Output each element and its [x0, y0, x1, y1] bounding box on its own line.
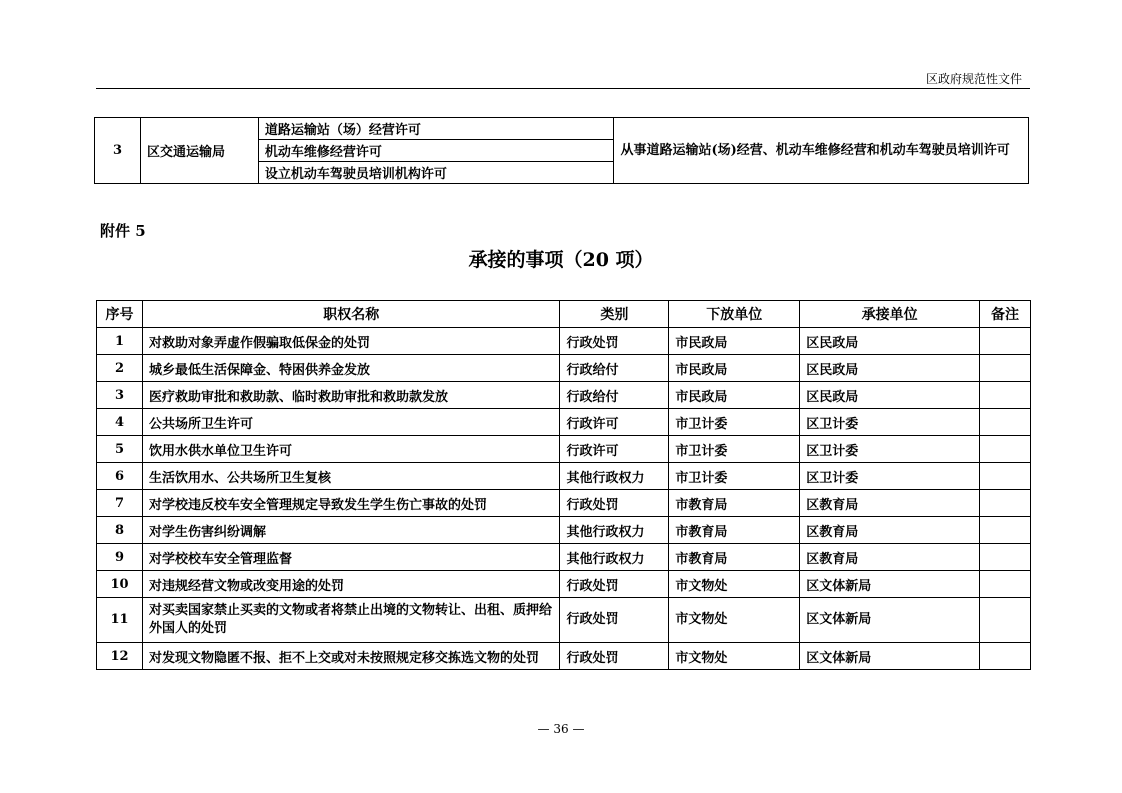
row-number: 1 [97, 328, 143, 355]
source-unit: 市卫计委 [669, 463, 800, 490]
table-row [97, 571, 1031, 598]
item-cell: 设立机动车驾驶员培训机构许可 [258, 162, 614, 184]
note-cell [980, 436, 1031, 463]
source-unit: 市文物处 [669, 643, 800, 670]
target-unit: 区文体新局 [800, 598, 980, 643]
item-cell: 机动车维修经营许可 [258, 140, 614, 162]
item-name: 对救助对象弄虚作假骗取低保金的处罚 [142, 328, 559, 355]
note-cell [980, 643, 1031, 670]
source-unit: 市卫计委 [669, 409, 800, 436]
table-row [97, 382, 1031, 409]
item-type: 行政许可 [560, 409, 669, 436]
target-unit: 区文体新局 [800, 643, 980, 670]
table-row [97, 544, 1031, 571]
column-header: 备注 [980, 301, 1031, 328]
item-type: 行政处罚 [560, 328, 669, 355]
column-header: 承接单位 [800, 301, 980, 328]
item-type: 行政给付 [560, 382, 669, 409]
page-number: — 36 — [537, 722, 585, 736]
header-row [97, 301, 1031, 328]
source-unit: 市民政局 [669, 328, 800, 355]
item-name: 对学校违反校车安全管理规定导致发生学生伤亡事故的处罚 [142, 490, 559, 517]
row-number: 12 [97, 643, 143, 670]
table-row [97, 328, 1031, 355]
note-cell [980, 409, 1031, 436]
column-header: 下放单位 [669, 301, 800, 328]
source-unit: 市民政局 [669, 382, 800, 409]
column-header: 序号 [97, 301, 143, 328]
row-number: 5 [97, 436, 143, 463]
row-number: 4 [97, 409, 143, 436]
item-name: 城乡最低生活保障金、特困供养金发放 [142, 355, 559, 382]
target-unit: 区文体新局 [800, 571, 980, 598]
dept-cell: 区交通运输局 [140, 118, 258, 184]
note-cell [980, 544, 1031, 571]
item-cell: 道路运输站（场）经营许可 [258, 118, 614, 140]
target-unit: 区民政局 [800, 355, 980, 382]
source-unit: 市民政局 [669, 355, 800, 382]
target-unit: 区民政局 [800, 382, 980, 409]
row-number: 7 [97, 490, 143, 517]
main-table [96, 300, 1031, 670]
source-unit: 市文物处 [669, 571, 800, 598]
table-row [97, 355, 1031, 382]
source-unit: 市教育局 [669, 517, 800, 544]
item-name: 医疗救助审批和救助款、临时救助审批和救助款发放 [142, 382, 559, 409]
target-unit: 区教育局 [800, 517, 980, 544]
item-type: 行政处罚 [560, 571, 669, 598]
row-number: 3 [97, 382, 143, 409]
note-cell [980, 382, 1031, 409]
note-cell [980, 490, 1031, 517]
row-number: 11 [97, 598, 143, 643]
header-rule [96, 88, 1030, 89]
item-type: 行政处罚 [560, 598, 669, 643]
table-row [97, 463, 1031, 490]
table-row [97, 490, 1031, 517]
table-body [97, 328, 1031, 670]
item-type: 行政处罚 [560, 490, 669, 517]
item-name: 对学校校车安全管理监督 [142, 544, 559, 571]
row-number: 9 [97, 544, 143, 571]
item-type: 其他行政权力 [560, 517, 669, 544]
table-row [97, 517, 1031, 544]
table-row [97, 598, 1031, 643]
row-number: 10 [97, 571, 143, 598]
item-name: 生活饮用水、公共场所卫生复核 [142, 463, 559, 490]
row-number: 3 [95, 118, 141, 184]
attachment-label: 附件 5 [100, 222, 146, 240]
item-name: 公共场所卫生许可 [142, 409, 559, 436]
row-number: 6 [97, 463, 143, 490]
item-name: 对学生伤害纠纷调解 [142, 517, 559, 544]
page-title: 承接的事项（20 项） [468, 249, 654, 271]
target-unit: 区卫计委 [800, 409, 980, 436]
column-header: 类别 [560, 301, 669, 328]
table-row [95, 118, 1029, 140]
column-header: 职权名称 [142, 301, 559, 328]
note-cell [980, 571, 1031, 598]
table-row [97, 436, 1031, 463]
target-unit: 区卫计委 [800, 463, 980, 490]
source-unit: 市文物处 [669, 598, 800, 643]
item-type: 行政处罚 [560, 643, 669, 670]
note-cell [980, 355, 1031, 382]
item-name: 对违规经营文物或改变用途的处罚 [142, 571, 559, 598]
row-number: 8 [97, 517, 143, 544]
target-unit: 区教育局 [800, 544, 980, 571]
top-table [94, 117, 1029, 184]
item-type: 其他行政权力 [560, 544, 669, 571]
target-unit: 区民政局 [800, 328, 980, 355]
header-title: 区政府规范性文件 [925, 72, 1022, 86]
note-cell [980, 517, 1031, 544]
table-row [97, 409, 1031, 436]
table-row [97, 643, 1031, 670]
item-name: 对发现文物隐匿不报、拒不上交或对未按照规定移交拣选文物的处罚 [142, 643, 559, 670]
desc-cell: 从事道路运输站(场)经营、机动车维修经营和机动车驾驶员培训许可 [614, 118, 1029, 184]
item-type: 其他行政权力 [560, 463, 669, 490]
note-cell [980, 463, 1031, 490]
source-unit: 市卫计委 [669, 436, 800, 463]
source-unit: 市教育局 [669, 490, 800, 517]
note-cell [980, 328, 1031, 355]
item-name: 对买卖国家禁止买卖的文物或者将禁止出境的文物转让、出租、质押给外国人的处罚 [142, 598, 559, 643]
target-unit: 区教育局 [800, 490, 980, 517]
item-name: 饮用水供水单位卫生许可 [142, 436, 559, 463]
item-type: 行政给付 [560, 355, 669, 382]
source-unit: 市教育局 [669, 544, 800, 571]
item-type: 行政许可 [560, 436, 669, 463]
row-number: 2 [97, 355, 143, 382]
target-unit: 区卫计委 [800, 436, 980, 463]
note-cell [980, 598, 1031, 643]
